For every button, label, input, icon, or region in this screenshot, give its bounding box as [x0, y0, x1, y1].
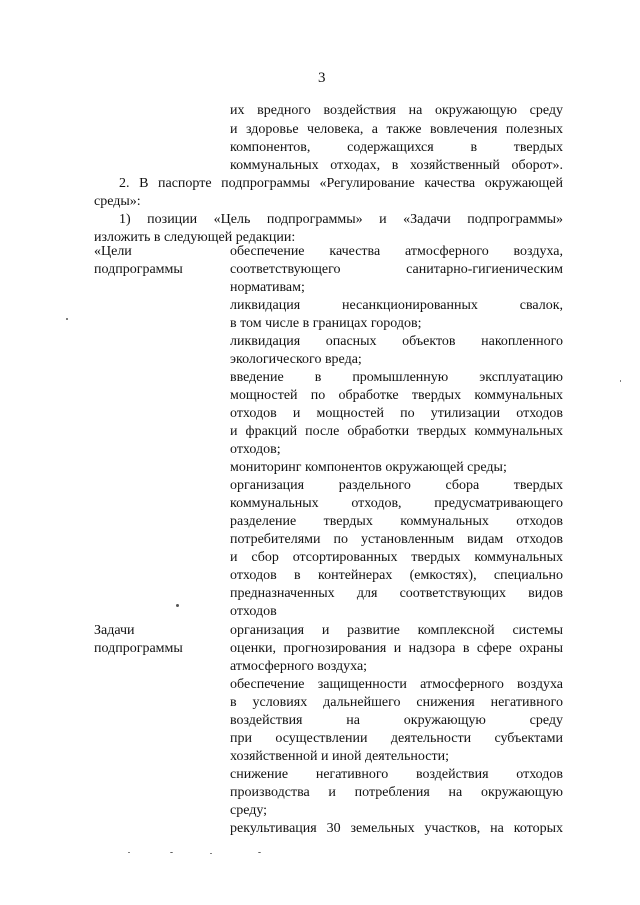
tasks-label: Задачи: [94, 623, 135, 638]
goals-line: отходов и мощностей по утилизации отходов: [230, 406, 563, 421]
tasks-line: при осуществлении деятельности субъектами: [230, 731, 563, 746]
intro-line: и здоровье человека, а также вовлечения полезных: [230, 122, 563, 137]
tasks-line: организация и развитие комплексной системы: [230, 623, 563, 638]
goals-line: потребителями по установленным видам отходов: [230, 532, 563, 547]
section-2-line: 2. В паспорте подпрограммы «Регулирование качества окружающей: [119, 176, 563, 191]
subsection-1-line: 1) позиции «Цель подпрограммы» и «Задачи подпрограммы»: [119, 212, 563, 227]
goals-line: отходов;: [230, 442, 281, 457]
goals-line: ликвидация опасных объектов накопленного: [230, 334, 563, 349]
goals-line: и фракций после обработки твердых коммунальных: [230, 424, 563, 439]
goals-line: и сбор отсортированных твердых коммунальных: [230, 550, 563, 565]
tasks-line: хозяйственной и иной деятельности;: [230, 749, 449, 764]
goals-line: разделение твердых коммунальных отходов: [230, 514, 563, 529]
goals-line: организация раздельного сбора твердых: [230, 478, 563, 493]
goals-line: соответствующего санитарно-гигиеническим: [230, 262, 563, 277]
scan-speck: [210, 853, 212, 854]
intro-line: коммунальных отходах, в хозяйственный оборот».: [230, 158, 563, 173]
scan-speck: [620, 380, 621, 382]
section-2-line: среды»:: [94, 194, 141, 209]
tasks-line: оценки, прогнозирования и надзора в сфере охраны: [230, 641, 563, 656]
tasks-line: воздействия на окружающую среду: [230, 713, 563, 728]
tasks-line: производства и потребления на окружающую: [230, 785, 563, 800]
goals-line: отходов в контейнерах (емкостях), специально: [230, 568, 563, 583]
scan-speck: [170, 852, 173, 853]
goals-line: ликвидация несанкционированных свалок,: [230, 298, 563, 313]
goals-line: обеспечение качества атмосферного воздуха,: [230, 244, 563, 259]
scan-speck: [66, 318, 68, 320]
goals-line: нормативам;: [230, 280, 305, 295]
goals-line: экологического вреда;: [230, 352, 362, 367]
intro-line: компонентов, содержащихся в твердых: [230, 140, 563, 155]
goals-line: коммунальных отходов, предусматривающего: [230, 496, 563, 511]
tasks-line: атмосферного воздуха;: [230, 659, 368, 674]
goals-line: мощностей по обработке твердых коммунальных: [230, 388, 563, 403]
tasks-line: обеспечение защищенности атмосферного воздуха: [230, 677, 563, 692]
goals-label: «Цели: [94, 244, 132, 259]
goals-line: введение в промышленную эксплуатацию: [230, 370, 563, 385]
tasks-line: в условиях дальнейшего снижения негативного: [230, 695, 563, 710]
tasks-line: рекультивация 30 земельных участков, на которых: [230, 821, 563, 836]
goals-line: отходов: [230, 604, 277, 619]
scan-speck: [258, 852, 261, 853]
tasks-line: среду;: [230, 803, 268, 818]
goals-line: мониторинг компонентов окружающей среды;: [230, 460, 507, 475]
scan-speck: [128, 852, 130, 853]
subsection-1-line: изложить в следующей редакции:: [94, 230, 296, 245]
goals-label: подпрограммы: [94, 262, 183, 277]
page-number: 3: [318, 70, 326, 86]
tasks-line: снижение негативного воздействия отходов: [230, 767, 563, 782]
intro-line: их вредного воздействия на окружающую среду: [230, 103, 563, 118]
tasks-label: подпрограммы: [94, 641, 183, 656]
scan-speck: [176, 604, 179, 607]
goals-line: предназначенных для соответствующих видов: [230, 586, 563, 601]
goals-line: в том числе в границах городов;: [230, 316, 422, 331]
